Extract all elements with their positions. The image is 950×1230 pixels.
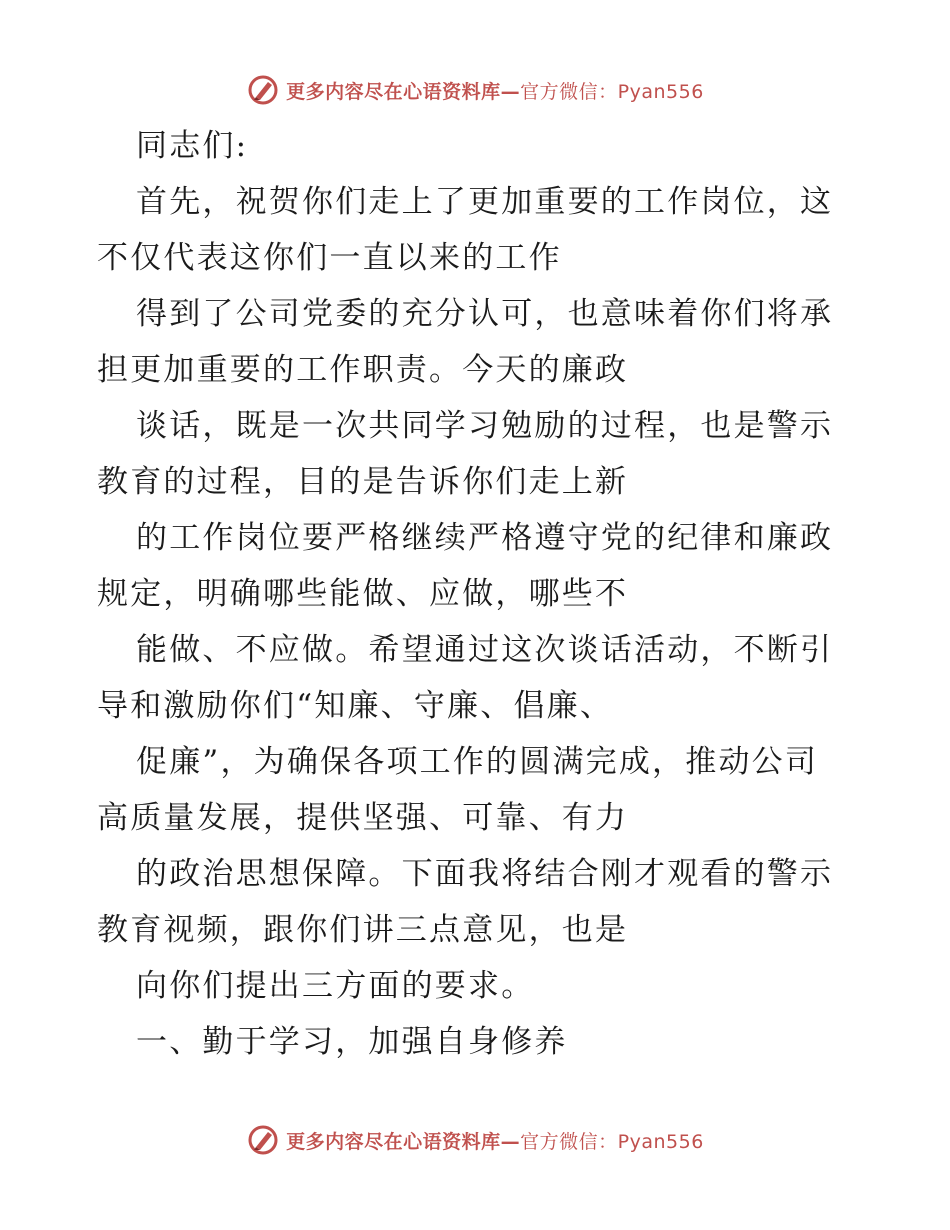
header-banner <box>0 70 950 110</box>
paragraph-line: 导和激励你们“知廉、守廉、倡廉、 <box>97 688 614 724</box>
paragraph-line: 规定，明确哪些能做、应做，哪些不 <box>97 576 629 612</box>
paragraph-line: 的政治思想保障。下面我将结合刚才观看的警示 <box>136 856 834 892</box>
paragraph-line: 首先，祝贺你们走上了更加重要的工作岗位，这 <box>136 184 834 220</box>
banner-site-text: 更多内容尽在心语资料库 <box>286 1130 501 1153</box>
paragraph-line: 促廉”，为确保各项工作的圆满完成，推动公司 <box>136 744 819 780</box>
banner-text <box>286 1127 704 1154</box>
banner-wechat-text: 官方微信：Pyan556 <box>520 80 704 103</box>
pen-nib-logo-icon <box>246 1123 280 1157</box>
banner-dash: — <box>500 80 521 103</box>
paragraph-line: 谈话，既是一次共同学习勉励的过程，也是警示 <box>136 408 834 444</box>
paragraph-line: 一、勤于学习，加强自身修养 <box>136 1024 568 1060</box>
paragraph-line: 高质量发展，提供坚强、可靠、有力 <box>97 800 629 836</box>
pen-nib-logo-icon <box>246 73 280 107</box>
banner-site-text: 更多内容尽在心语资料库 <box>286 80 501 103</box>
banner-wechat-text: 官方微信：Pyan556 <box>520 1130 704 1153</box>
paragraph-line: 向你们提出三方面的要求。 <box>136 968 535 1004</box>
footer-banner <box>0 1120 950 1160</box>
paragraph-line: 的工作岗位要严格继续严格遵守党的纪律和廉政 <box>136 520 834 556</box>
paragraph-line: 同志们: <box>136 128 249 164</box>
paragraph-line: 担更加重要的工作职责。今天的廉政 <box>97 352 629 388</box>
paragraph-line: 教育的过程，目的是告诉你们走上新 <box>97 464 629 500</box>
banner-dash: — <box>500 1130 521 1153</box>
paragraph-line: 不仅代表这你们一直以来的工作 <box>97 240 562 276</box>
document-body <box>97 118 857 1070</box>
banner-text <box>286 77 704 104</box>
paragraph-line: 教育视频，跟你们讲三点意见，也是 <box>97 912 629 948</box>
paragraph-line: 能做、不应做。希望通过这次谈话活动，不断引 <box>136 632 834 668</box>
paragraph-line: 得到了公司党委的充分认可，也意味着你们将承 <box>136 296 834 332</box>
